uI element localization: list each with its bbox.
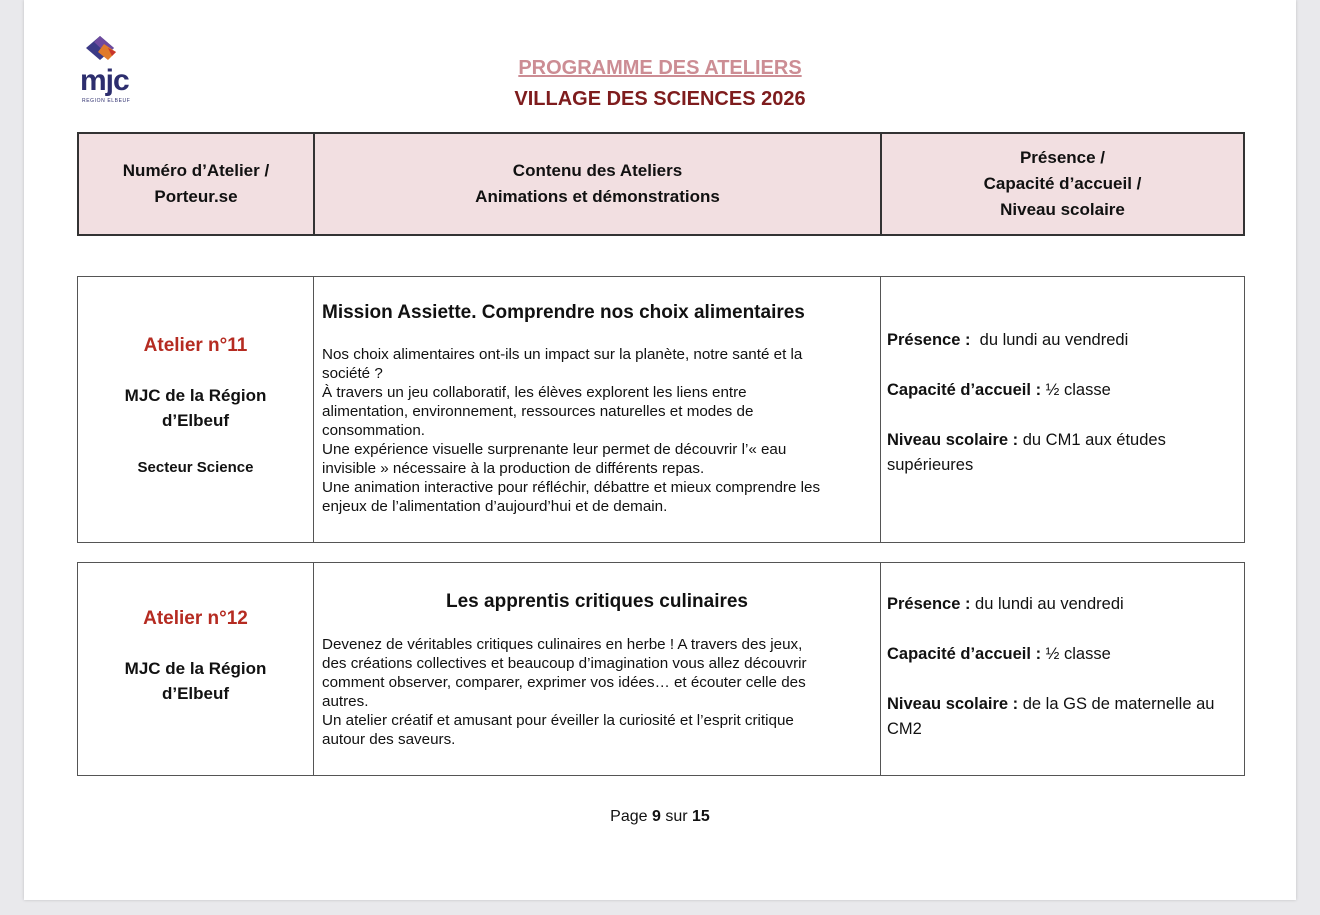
workshop-table-12 — [77, 562, 1245, 776]
document-page — [24, 0, 1296, 900]
description-line: Une expérience visuelle surprenante leur permet de découvrir l’« eau — [322, 441, 787, 458]
description-line: enjeux de l’alimentation d’aujourd’hui et de demain. — [322, 498, 668, 515]
document-subtitle: VILLAGE DES SCIENCES 2026 — [514, 88, 806, 110]
workshop-organizer-line1: MJC de la Région — [124, 386, 267, 405]
column-header-presence-line1: Présence / — [1019, 148, 1106, 167]
workshop-organizer — [78, 383, 313, 433]
column-header-presence-line3: Niveau scolaire — [1000, 200, 1125, 219]
description-line: invisible » nécessaire à la production de différents repas. — [322, 460, 705, 477]
presence-value: du lundi au vendredi — [970, 595, 1124, 613]
workshop-organizer-line1: MJC de la Région — [124, 659, 267, 678]
level-label: Niveau scolaire : — [887, 430, 1019, 449]
column-header-row — [78, 133, 1244, 235]
workshop-id-cell — [78, 563, 314, 776]
workshop-description — [322, 635, 872, 749]
workshop-organizer — [78, 656, 313, 706]
workshop-organizer-line2: d’Elbeuf — [161, 411, 230, 430]
column-header-atelier — [78, 133, 314, 235]
presence-line — [887, 592, 1238, 617]
column-header-atelier-line1: Numéro d’Atelier / — [122, 161, 270, 180]
level-label: Niveau scolaire : — [887, 695, 1019, 713]
workshop-sector: Secteur Science — [137, 459, 254, 476]
description-line: Une animation interactive pour réfléchir, débattre et mieux comprendre les — [322, 479, 821, 496]
description-line: Un atelier créatif et amusant pour éveiller la curiosité et l’esprit critique — [322, 712, 794, 729]
capacity-label: Capacité d’accueil : — [887, 380, 1042, 399]
description-line: comment observer, comparer, exprimer vos idées… et écouter celle des — [322, 674, 806, 691]
column-header-presence-line2: Capacité d’accueil / — [983, 174, 1142, 193]
workshop-id-cell — [78, 277, 314, 543]
workshop-title: Les apprentis critiques culinaires — [446, 591, 748, 612]
column-header-table — [77, 132, 1245, 236]
column-header-contenu-line2: Animations et démonstrations — [475, 187, 720, 206]
presence-label: Présence : — [887, 330, 971, 349]
workshop-organizer-line2: d’Elbeuf — [161, 684, 230, 703]
workshop-number: Atelier n°11 — [143, 335, 248, 356]
description-line: Nos choix alimentaires ont-ils un impact sur la planète, notre santé et la — [322, 346, 803, 363]
description-line: consommation. — [322, 422, 425, 439]
level-value: de la GS de maternelle au CM2 — [887, 695, 1215, 738]
workshop-info-cell — [881, 277, 1245, 543]
workshop-content-cell — [314, 563, 881, 776]
page-current: 9 — [651, 808, 661, 825]
workshop-title: Mission Assiette. Comprendre nos choix alimentaires — [322, 302, 805, 323]
presence-label: Présence : — [887, 595, 971, 613]
description-line: des créations collectives et beaucoup d’imagination vous allez découvrir — [322, 655, 807, 672]
capacity-label: Capacité d’accueil : — [887, 645, 1042, 663]
workshop-content-cell — [314, 277, 881, 543]
workshop-info-cell — [881, 563, 1245, 776]
workshop-number: Atelier n°12 — [143, 608, 248, 629]
page-total: 15 — [692, 808, 710, 825]
description-line: alimentation, environnement, ressources naturelles et modes de — [322, 403, 754, 420]
workshop-row — [78, 563, 1245, 776]
description-line: Devenez de véritables critiques culinaires en herbe ! A travers des jeux, — [322, 636, 803, 653]
capacity-line — [887, 642, 1238, 667]
column-header-atelier-line2: Porteur.se — [154, 187, 238, 206]
level-value: du CM1 aux études supérieures — [887, 430, 1166, 474]
description-line: société ? — [322, 365, 383, 382]
presence-value: du lundi au vendredi — [970, 330, 1129, 349]
level-line — [887, 692, 1238, 742]
document-title: PROGRAMME DES ATELIERS — [518, 57, 802, 79]
workshop-row — [78, 277, 1245, 543]
capacity-line — [887, 378, 1238, 403]
column-header-contenu-line1: Contenu des Ateliers — [512, 161, 683, 180]
description-line: autour des saveurs. — [322, 731, 456, 748]
column-header-presence — [881, 133, 1244, 235]
page-word: Page — [610, 808, 648, 825]
description-line: autres. — [322, 693, 369, 710]
column-header-contenu — [314, 133, 881, 235]
capacity-value: ½ classe — [1041, 380, 1111, 399]
capacity-value: ½ classe — [1041, 645, 1111, 663]
logo-subtitle: REGION ELBEUF — [82, 98, 131, 104]
of-word: sur — [665, 808, 688, 825]
logo-text: mjc — [80, 64, 129, 97]
workshop-description — [322, 345, 872, 516]
description-line: À travers un jeu collaboratif, les élèves explorent les liens entre — [322, 384, 747, 401]
page-footer — [24, 808, 1296, 826]
presence-line — [887, 328, 1238, 353]
workshop-table-11 — [77, 276, 1245, 543]
level-line — [887, 428, 1238, 478]
